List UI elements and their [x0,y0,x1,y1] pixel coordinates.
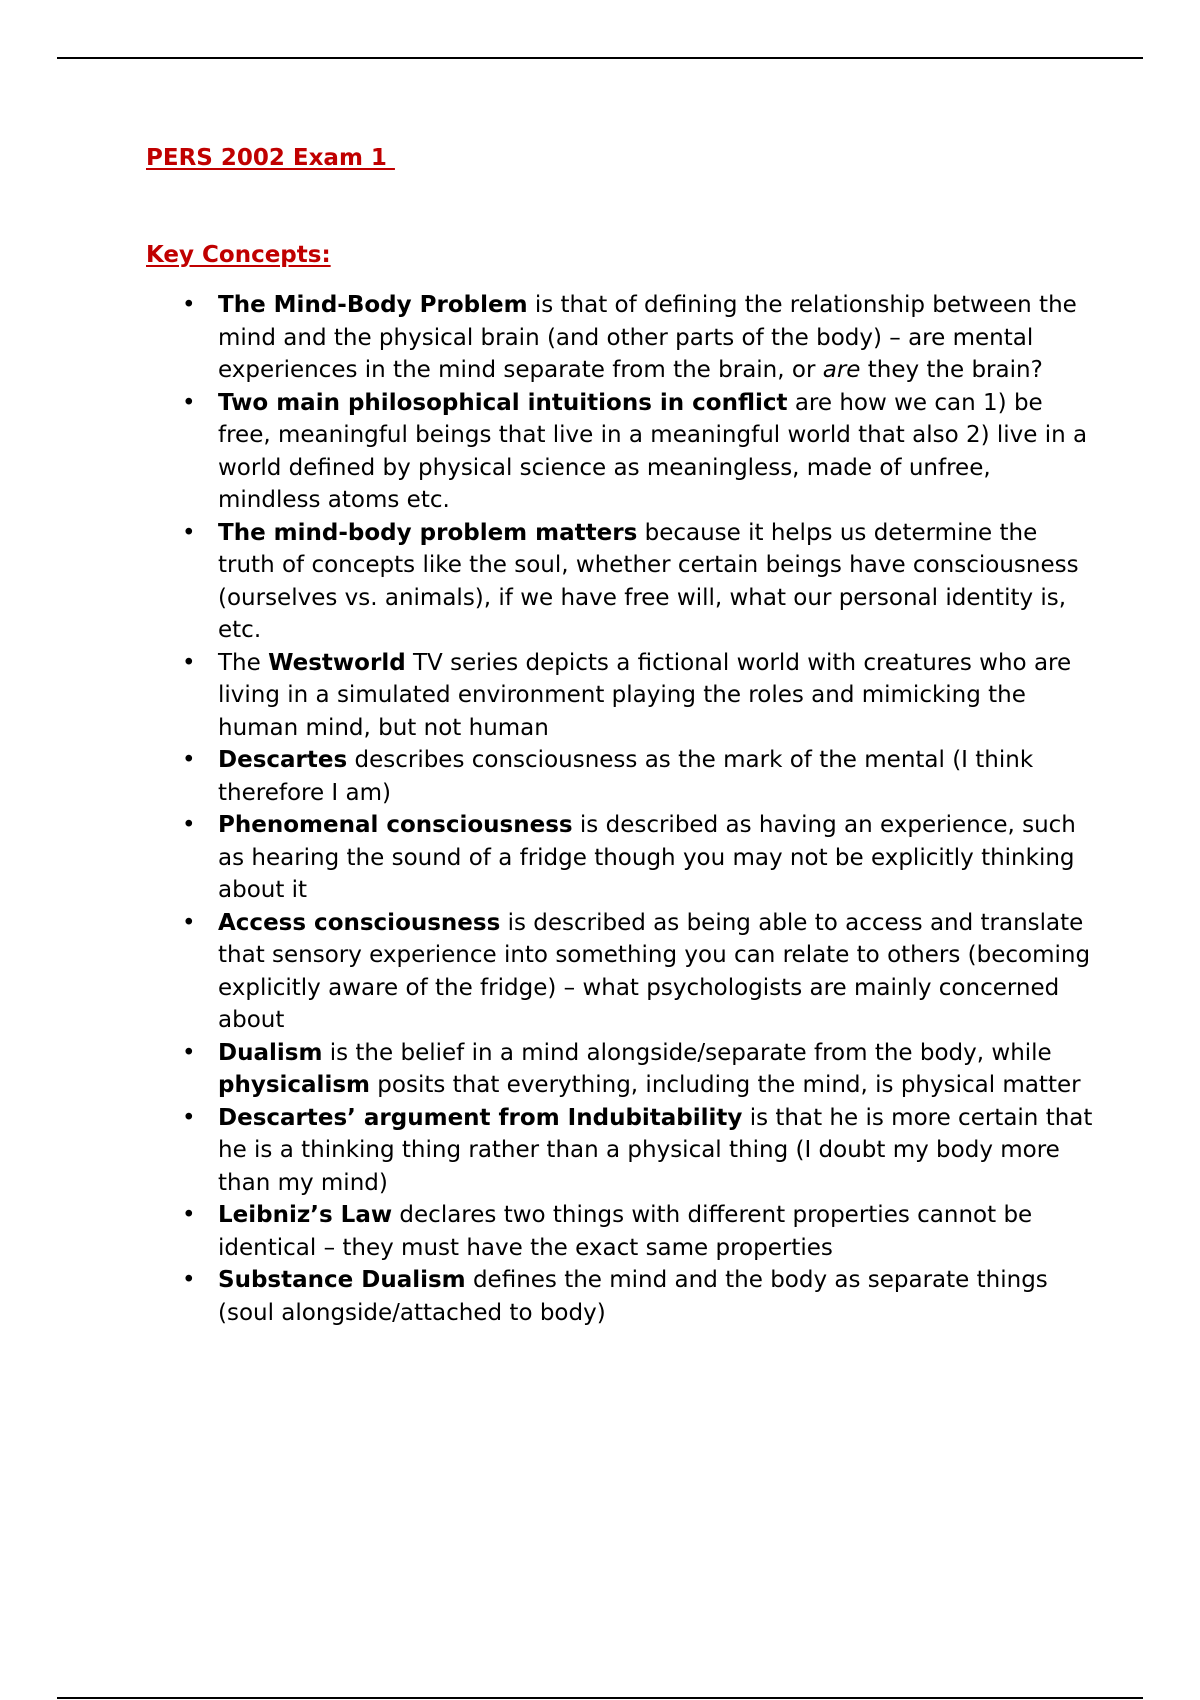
term: Substance Dualism [218,1267,466,1293]
list-item-indubitability [182,1102,1098,1200]
description-end: they the brain? [860,357,1043,383]
key-concepts-list [182,289,1098,1329]
term: The mind-body problem matters [218,519,638,546]
bullet-icon: • [182,812,196,838]
bullet-icon: • [182,389,196,416]
list-item-phenomenal-consciousness [182,809,1098,907]
bullet-icon: • [182,1104,196,1131]
description: is that of defining the relationship between the mind and the physical brain (and other parts of the body) – are mental experiences in the mind separate from the brain, or [218,292,1077,383]
term-secondary: physicalism [218,1072,370,1098]
list-item-leibniz-law [182,1199,1098,1264]
document-title: PERS 2002 Exam 1 [146,145,395,171]
description: TV series depicts a fictional world with creatures who are living in a simulated environment playing the roles and mimicking the human mind, but not human [218,649,1072,741]
term: Leibniz’s Law [218,1202,393,1228]
bullet-icon: • [182,649,196,676]
bottom-rule [57,1697,1143,1699]
section-heading-key-concepts: Key Concepts: [146,242,331,268]
description: declares two things with different properties cannot be identical – they must have the exact same properties [218,1202,1033,1261]
list-item-intuitions-in-conflict [182,387,1098,517]
term: Dualism [218,1039,323,1066]
description: is that he is more certain that he is a thinking thing rather than a physical thing (I doubt my body more than my mind) [218,1104,1093,1196]
bullet-icon: • [182,1202,196,1228]
term: Access consciousness [218,909,501,936]
description: because it helps us determine the truth of concepts like the soul, whether certain beings have consciousness (ourselves vs. animals), if we have free will, what our personal identity is, etc. [218,519,1079,643]
list-item-substance-dualism [182,1264,1098,1329]
description: is described as having an experience, such as hearing the sound of a fridge though you may not be explicitly thinking about it [218,812,1076,903]
description: describes consciousness as the mark of the mental (I think therefore I am) [218,747,1034,806]
list-item-dualism [182,1037,1098,1102]
term: Descartes [218,747,348,773]
bullet-icon: • [182,747,196,773]
term: Phenomenal consciousness [218,812,573,838]
term: Descartes’ argument from Indubitability [218,1104,743,1131]
list-item-descartes [182,744,1098,809]
term: Two main philosophical intuitions in conflict [218,389,788,416]
bullet-icon: • [182,909,196,936]
description: is the belief in a mind alongside/separate from the body, while [322,1039,1052,1066]
top-rule [57,57,1143,59]
list-item-westworld [182,647,1098,745]
list-item-mind-body-problem [182,289,1098,387]
description-end: posits that everything, including the mind, is physical matter [369,1072,1081,1098]
term: Westworld [268,649,406,676]
term: The Mind-Body Problem [218,292,528,318]
description: is described as being able to access and translate that sensory experience into something you can relate to others (becoming explicitly aware of the fridge) – what psychologists are mainly concerned about [218,909,1091,1033]
list-item-access-consciousness [182,907,1098,1037]
bullet-icon: • [182,1039,196,1066]
emphasis: are [822,357,861,383]
description-start: The [218,649,269,676]
list-item-problem-matters [182,517,1098,647]
bullet-icon: • [182,1267,196,1293]
bullet-icon: • [182,292,196,318]
description: defines the mind and the body as separate things (soul alongside/attached to body) [218,1267,1048,1326]
description: are how we can 1) be free, meaningful beings that live in a meaningful world that also 2) live in a world defined by physical science as meaningless, made of unfree, mindless atoms etc. [218,389,1088,513]
bullet-icon: • [182,519,196,546]
